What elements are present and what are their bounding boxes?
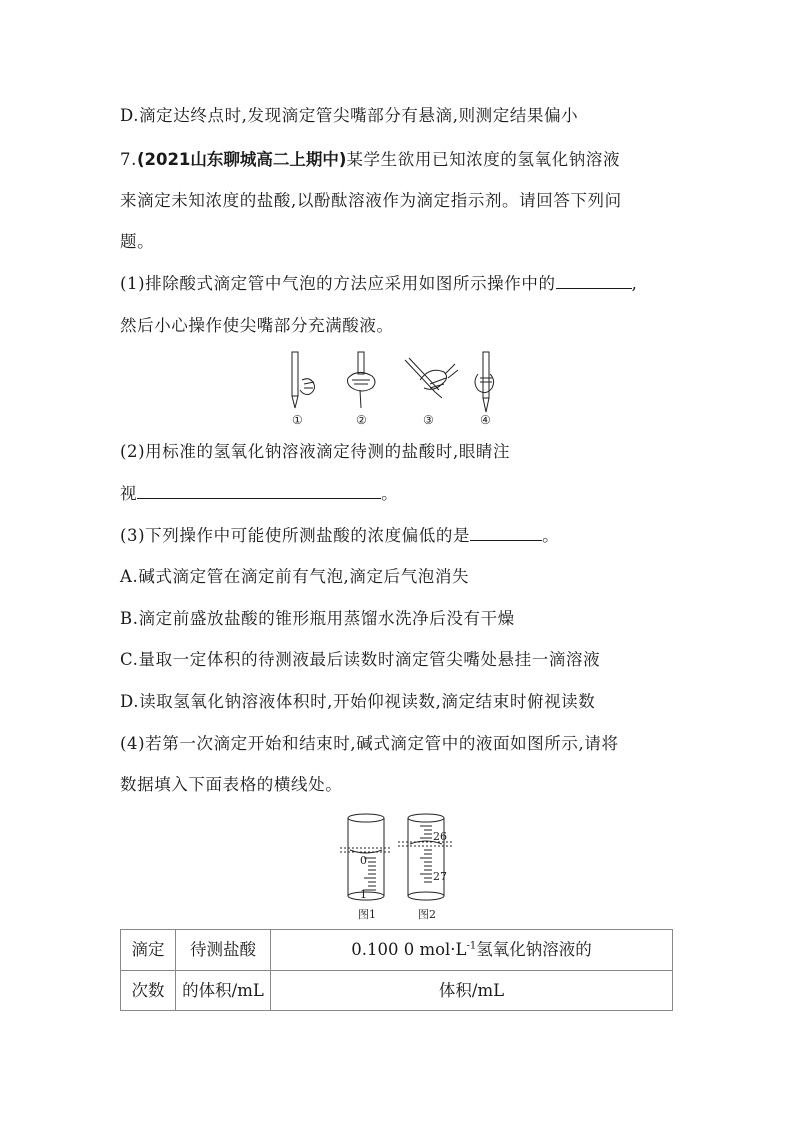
operation-4-illustration xyxy=(475,352,494,412)
subquestion-3 xyxy=(120,524,559,548)
question-source: (2021山东聊城高二上期中) xyxy=(136,150,347,169)
option-d-prev: D.滴定达终点时,发现滴定管尖嘴部分有悬滴,则测定结果偏小 xyxy=(120,106,579,125)
operation-label-1: ① xyxy=(292,413,303,427)
header-trial-2: 次数 xyxy=(121,970,176,1011)
table-row xyxy=(121,930,673,971)
operation-label-4: ④ xyxy=(480,413,491,427)
subquestion-4-line2: 数据填入下面表格的横线处。 xyxy=(120,775,343,794)
burette-operations-figure xyxy=(280,350,510,428)
question-7-header xyxy=(120,148,620,172)
subquestion-4: (4)若第一次滴定开始和结束时,碱式滴定管中的液面如图所示,请将 xyxy=(120,734,619,753)
header-trial-1: 滴定 xyxy=(121,930,176,971)
subquestion-1 xyxy=(120,272,637,296)
operation-2-illustration xyxy=(348,352,376,408)
header-volume-acid-2: 的体积/mL xyxy=(176,970,271,1011)
burette-2-tick-26: 26 xyxy=(433,830,447,843)
comma: , xyxy=(631,274,638,293)
unit-exponent: -1 xyxy=(466,940,477,952)
subquestion-2: (2)用标准的氢氧化钠溶液滴定待测的盐酸时,眼睛注 xyxy=(120,442,511,461)
subquestion-1-line2: 然后小心操作使尖嘴部分充满酸液。 xyxy=(120,316,394,335)
question-7-line2: 来滴定未知浓度的盐酸,以酚酞溶液作为滴定指示剂。请回答下列问 xyxy=(120,191,622,210)
naoh-concentration: 0.100 0 mol·L xyxy=(351,940,467,960)
option-c: C.量取一定体积的待测液最后读数时滴定管尖嘴处悬挂一滴溶液 xyxy=(120,650,601,669)
answer-blank-1[interactable] xyxy=(556,272,632,289)
subquestion-3-text: (3)下列操作中可能使所测盐酸的浓度偏低的是 xyxy=(120,526,471,545)
question-number: 7. xyxy=(120,150,137,169)
period: 。 xyxy=(542,526,560,545)
operation-label-2: ② xyxy=(356,413,367,427)
burette-2-tick-27: 27 xyxy=(433,870,447,883)
subquestion-2-line2 xyxy=(120,482,398,506)
header-volume-acid-1: 待测盐酸 xyxy=(176,930,271,971)
header-naoh-volume-2: 体积/mL xyxy=(271,970,673,1011)
option-d: D.读取氢氧化钠溶液体积时,开始仰视读数,滴定结束时俯视读数 xyxy=(120,692,596,711)
figure-label-1: 图1 xyxy=(358,908,376,921)
burette-1-tick-0: 0 xyxy=(360,854,367,867)
burette-2-illustration xyxy=(398,814,454,900)
table-row xyxy=(121,970,673,1011)
question-7-line3: 题。 xyxy=(120,232,155,251)
burette-readings-figure xyxy=(336,812,462,924)
subquestion-1-text: (1)排除酸式滴定管中气泡的方法应采用如图所示操作中的 xyxy=(120,274,556,293)
operation-1-illustration xyxy=(292,352,315,408)
burette-2-scale xyxy=(420,826,432,882)
option-a: A.碱式滴定管在滴定前有气泡,滴定后气泡消失 xyxy=(120,567,470,586)
subquestion-2-text: 视 xyxy=(120,484,138,503)
operation-3-illustration xyxy=(405,358,458,398)
titration-data-table xyxy=(120,929,673,1011)
operation-label-3: ③ xyxy=(423,413,434,427)
option-b: B.滴定前盛放盐酸的锥形瓶用蒸馏水洗净后没有干燥 xyxy=(120,609,515,628)
answer-blank-3[interactable] xyxy=(470,524,542,541)
answer-blank-2[interactable] xyxy=(137,482,381,499)
header-naoh-volume-1 xyxy=(271,930,673,971)
figure-label-2: 图2 xyxy=(418,908,436,921)
period: 。 xyxy=(381,484,399,503)
naoh-label: 氢氧化钠溶液的 xyxy=(476,940,592,960)
question-text: 某学生欲用已知浓度的氢氧化钠溶液 xyxy=(346,150,621,169)
burette-1-tick-1: 1 xyxy=(360,888,367,901)
